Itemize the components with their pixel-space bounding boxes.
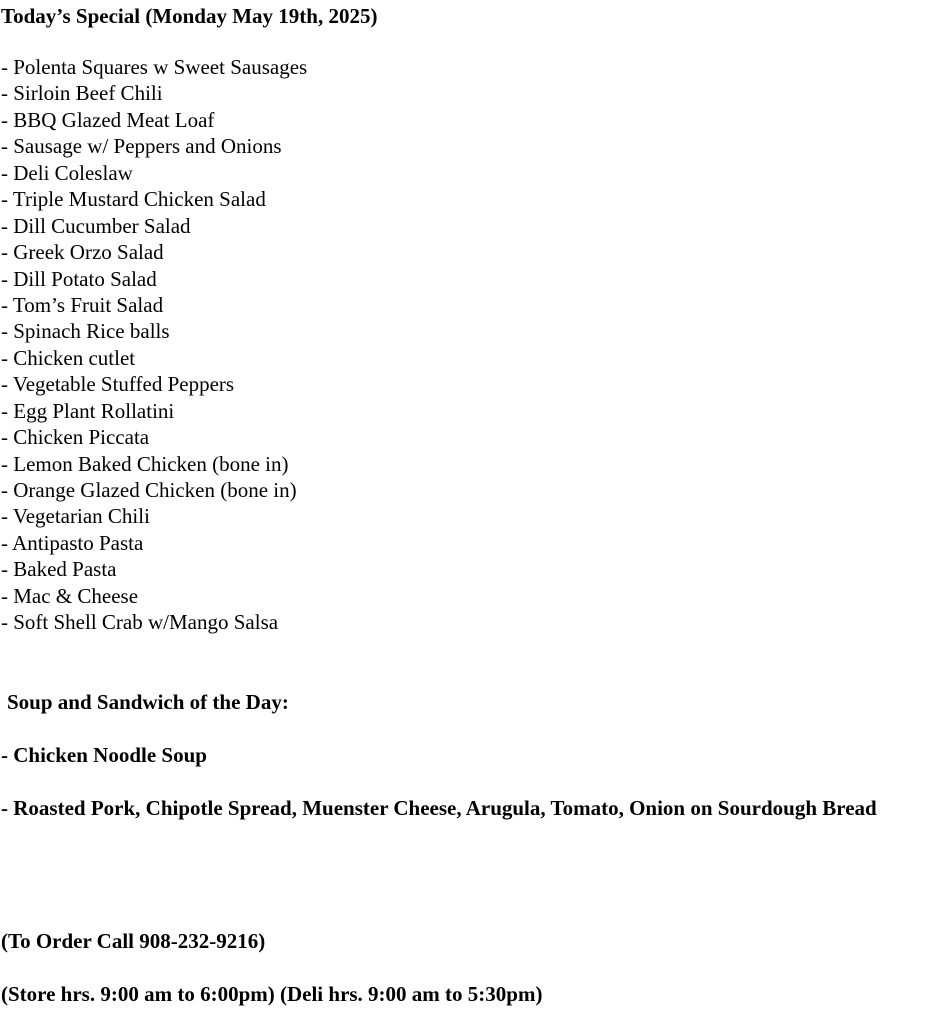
list-item: - Lemon Baked Chicken (bone in) — [1, 451, 289, 476]
list-item: - Greek Orzo Salad — [1, 240, 164, 265]
sandwich-of-the-day: - Roasted Pork, Chipotle Spread, Muenster Cheese, Arugula, Tomato, Onion on Sourdough Bread — [1, 796, 877, 820]
specials-list — [1, 54, 307, 636]
list-item: - Triple Mustard Chicken Salad — [1, 187, 266, 212]
list-item: - Vegetable Stuffed Peppers — [1, 372, 235, 397]
list-item: - Chicken Piccata — [1, 425, 150, 450]
list-item: - Baked Pasta — [1, 557, 117, 582]
list-item: - Vegetarian Chili — [1, 504, 150, 529]
list-item: - Sirloin Beef Chili — [1, 81, 163, 106]
list-item: - Deli Coleslaw — [1, 160, 133, 185]
list-item: - Mac & Cheese — [1, 583, 139, 608]
list-item: - Polenta Squares w Sweet Sausages — [1, 55, 308, 79]
soup-sandwich-heading: Soup and Sandwich of the Day: — [7, 690, 289, 714]
list-item: - Spinach Rice balls — [1, 319, 170, 344]
soup-of-the-day: - Chicken Noodle Soup — [1, 743, 207, 767]
list-item: - Soft Shell Crab w/Mango Salsa — [1, 610, 279, 635]
list-item: - Dill Potato Salad — [1, 266, 157, 291]
list-item: - Antipasto Pasta — [1, 530, 144, 555]
page-title: Today’s Special (Monday May 19th, 2025) — [1, 4, 378, 28]
list-item: - BBQ Glazed Meat Loaf — [1, 107, 215, 132]
list-item: - Egg Plant Rollatini — [1, 398, 175, 423]
list-item: - Sausage w/ Peppers and Onions — [1, 134, 282, 159]
list-item: - Orange Glazed Chicken (bone in) — [1, 478, 297, 502]
list-item: - Chicken cutlet — [1, 345, 136, 370]
store-hours: (Store hrs. 9:00 am to 6:00pm) (Deli hrs. 9:00 am to 5:30pm) — [1, 982, 543, 1006]
list-item: - Tom’s Fruit Salad — [1, 292, 164, 317]
list-item: - Dill Cucumber Salad — [1, 213, 191, 238]
order-phone: (To Order Call 908-232-9216) — [1, 929, 266, 953]
